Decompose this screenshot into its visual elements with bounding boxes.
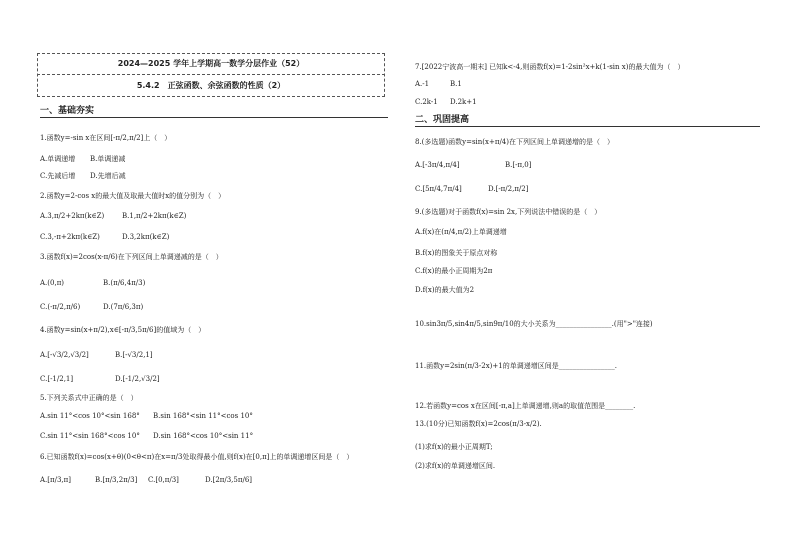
section-consolidate-underline <box>415 126 760 127</box>
question-5-option-c: C.sin 11°<sin 168°<cos 10° <box>40 432 140 440</box>
question-3-option-c: C.(-π/2,π/6) <box>40 303 81 311</box>
question-7-option-c: C.2k-1 <box>415 98 438 106</box>
question-10: 10.sin3π/5,sin4π/5,sin9π/10的大小关系为________________.(用">"连接) <box>415 320 653 328</box>
question-4-option-c: C.[-1/2,1] <box>40 375 74 383</box>
question-1-option-b: B.单调递减 <box>90 155 126 163</box>
question-8: 8.(多选题)函数y=sin(x+π/4)在下列区间上单调递增的是（ ） <box>415 138 614 146</box>
question-5: 5.下列关系式中正确的是（ ） <box>40 394 138 402</box>
question-9-option-c: C.f(x)的最小正周期为2π <box>415 267 493 275</box>
page-title: 2024—2025 学年上学期高一数学分层作业（52） <box>117 59 305 68</box>
question-11: 11.函数y=2sin(π/3-2x)+1的单调递增区间是________________. <box>415 362 617 370</box>
question-5-option-b: B.sin 168°<sin 11°<cos 10° <box>153 412 253 420</box>
question-7-option-d: D.2k+1 <box>450 98 477 106</box>
question-3: 3.函数f(x)=2cos(x-π/6)在下列区间上单调递减的是（ ） <box>40 253 223 261</box>
question-8-option-d: D.[-π/2,π/2] <box>488 185 529 193</box>
question-1-option-d: D.先增后减 <box>90 172 126 180</box>
question-2-option-d: D.3,2kπ(k∈Z) <box>122 233 170 241</box>
question-6-option-a: A.[π/3,π] <box>40 476 71 484</box>
question-9-option-b: B.f(x)的图象关于原点对称 <box>415 249 498 257</box>
question-8-option-c: C.[5π/4,7π/4] <box>415 185 462 193</box>
question-6: 6.已知函数f(x)=cos(x+θ)(0<θ<π)在x=π/3处取得最小值,则f(x)在[0,π]上的单调递增区间是（ ） <box>40 453 354 461</box>
question-13-part-2: (2)求f(x)的单调递增区间. <box>415 462 496 470</box>
question-12: 12.若函数y=cos x在区间[-π,a]上单调递增,则a的取值范围是________. <box>415 402 636 410</box>
section-basic-underline <box>40 117 388 118</box>
question-3-option-b: B.(π/6,4π/3) <box>103 279 146 287</box>
question-4: 4.函数y=sin(x+π/2),x∈[-π/3,5π/6]的值域为（ ） <box>40 326 206 334</box>
question-1-option-a: A.单调递增 <box>40 155 76 163</box>
question-6-option-b: B.[π/3,2π/3] <box>95 476 138 484</box>
question-13-part-1: (1)求f(x)的最小正周期T; <box>415 443 493 451</box>
question-9-option-d: D.f(x)的最大值为2 <box>415 286 475 294</box>
question-3-option-a: A.(0,π) <box>40 279 65 287</box>
section-basic-title: 一、基础夯实 <box>40 106 95 116</box>
question-8-option-a: A.[-3π/4,π/4] <box>415 161 460 169</box>
question-6-option-c: C.[0,π/3] <box>148 476 179 484</box>
lesson-subtitle: 5.4.2 正弦函数、余弦函数的性质（2） <box>136 81 286 90</box>
question-4-option-b: B.[-√3/2,1] <box>115 351 153 359</box>
question-4-option-d: D.[-1/2,√3/2] <box>115 375 160 383</box>
question-7-option-b: B.1 <box>450 80 462 88</box>
question-7-option-a: A.-1 <box>415 80 430 88</box>
section-consolidate-title: 二、巩固提高 <box>415 115 470 125</box>
question-2: 2.函数y=2-cos x的最大值及取最大值时x的值分别为（ ） <box>40 192 226 200</box>
question-2-option-b: B.1,π/2+2kπ(k∈Z) <box>122 212 187 220</box>
question-6-option-d: D.[2π/3,5π/6] <box>205 476 253 484</box>
question-9: 9.(多选题)对于函数f(x)=sin 2x,下列说法中错误的是（ ） <box>415 208 602 216</box>
question-9-option-a: A.f(x)在(π/4,π/2)上单调递增 <box>415 228 507 236</box>
question-3-option-d: D.(7π/6,3π) <box>103 303 144 311</box>
question-13: 13.(10分)已知函数f(x)=2cos(π/3-x/2). <box>415 420 542 428</box>
question-4-option-a: A.[-√3/2,√3/2] <box>40 351 89 359</box>
question-1: 1.函数y=-sin x在区间[-π/2,π/2]上（ ） <box>40 134 172 142</box>
title-divider <box>37 74 385 75</box>
question-2-option-c: C.3,-π+2kπ(k∈Z) <box>40 233 100 241</box>
question-7: 7.[2022宁波高一期末] 已知k<-4,则函数f(x)=1-2sin²x+k(1-sin x)的最大值为（ ） <box>415 63 685 71</box>
question-5-option-a: A.sin 11°<cos 10°<sin 168° <box>40 412 140 420</box>
question-2-option-a: A.3,π/2+2kπ(k∈Z) <box>40 212 105 220</box>
question-1-option-c: C.先减后增 <box>40 172 76 180</box>
question-5-option-d: D.sin 168°<cos 10°<sin 11° <box>153 432 254 440</box>
question-8-option-b: B.[-π,0] <box>505 161 532 169</box>
